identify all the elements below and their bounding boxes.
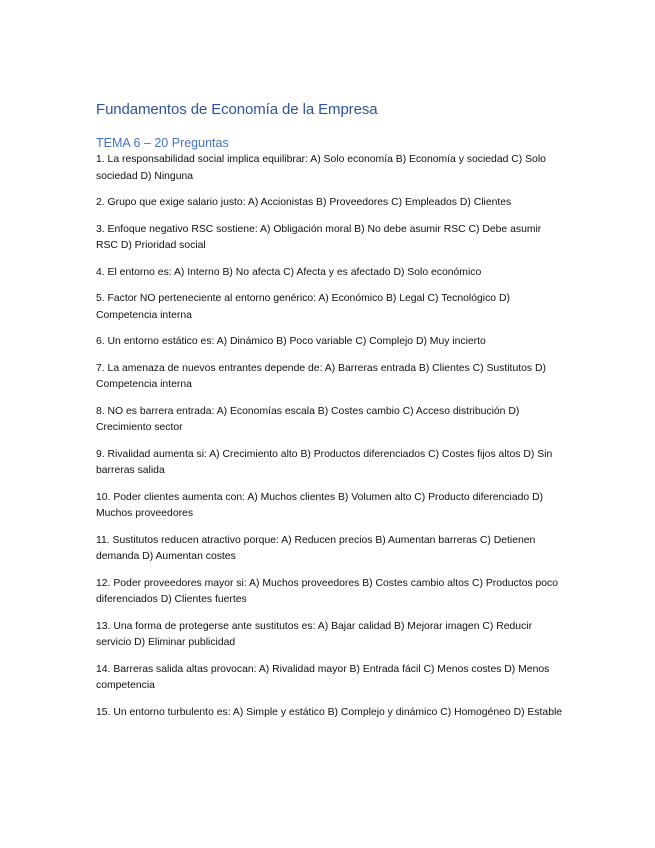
question-item: 7. La amenaza de nuevos entrantes depende de: A) Barreras entrada B) Clientes C) Sustitutos D) Competencia interna (96, 362, 546, 390)
question-item: 15. Un entorno turbulento es: A) Simple y estático B) Complejo y dinámico C) Homogéneo D) Estable (96, 706, 563, 718)
question-item: 13. Una forma de protegerse ante sustitutos es: A) Bajar calidad B) Mejorar imagen C) Reducir servicio D) Eliminar publicidad (96, 620, 533, 648)
question-item: 11. Sustitutos reducen atractivo porque: A) Reducen precios B) Aumentan barreras C) Detienen demanda D) Aumentan costes (96, 534, 536, 562)
question-item: 3. Enfoque negativo RSC sostiene: A) Obligación moral B) No debe asumir RSC C) Debe asumir RSC D) Prioridad social (96, 223, 542, 251)
question-item: 9. Rivalidad aumenta si: A) Crecimiento alto B) Productos diferenciados C) Costes fijos altos D) Sin barreras salida (96, 448, 553, 476)
question-item: 6. Un entorno estático es: A) Dinámico B) Poco variable C) Complejo D) Muy incierto (96, 336, 486, 347)
section-heading: TEMA 6 – 20 Preguntas (96, 136, 229, 150)
question-item: 5. Factor NO perteneciente al entorno genérico: A) Económico B) Legal C) Tecnológico D) Competencia interna (96, 293, 510, 321)
question-item: 12. Poder proveedores mayor si: A) Muchos proveedores B) Costes cambio altos C) Productos poco diferenciados D) Clientes fuertes (96, 577, 559, 605)
question-item: 4. El entorno es: A) Interno B) No afecta C) Afecta y es afectado D) Solo económico (96, 266, 482, 278)
question-list (96, 152, 566, 731)
document-title: Fundamentos de Economía de la Empresa (96, 101, 378, 118)
question-item: 14. Barreras salida altas provocan: A) Rivalidad mayor B) Entrada fácil C) Menos costes D) Menos competencia (96, 663, 550, 691)
question-item: 10. Poder clientes aumenta con: A) Muchos clientes B) Volumen alto C) Producto diferenciado D) Muchos proveedores (96, 491, 544, 519)
question-item: 2. Grupo que exige salario justo: A) Accionistas B) Proveedores C) Empleados D) Clientes (96, 197, 512, 208)
question-item: 8. NO es barrera entrada: A) Economías escala B) Costes cambio C) Acceso distribución D) Crecimiento sector (96, 405, 520, 433)
question-item: 1. La responsabilidad social implica equilibrar: A) Solo economía B) Economía y sociedad C) Solo sociedad D) Ninguna (96, 154, 546, 182)
